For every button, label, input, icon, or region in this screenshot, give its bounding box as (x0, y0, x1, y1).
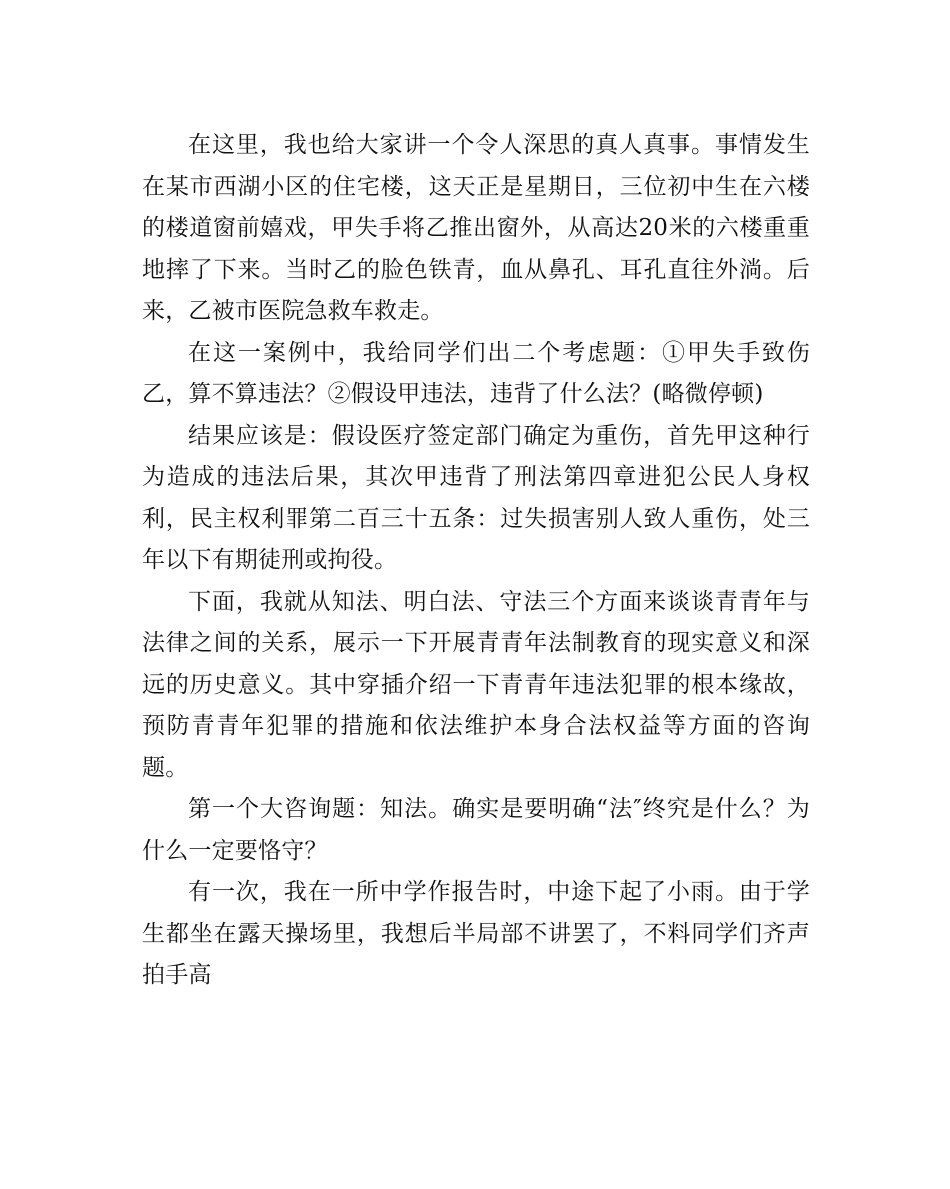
paragraph-1: 在这里，我也给大家讲一个令人深思的真人真事。事情发生在某市西湖小区的住宅楼，这天正是星期日，三位初中生在六楼的楼道窗前嬉戏，甲失手将乙推出窗外，从高达20米的六楼重重地摔了下来。当时乙的脸色铁青，血从鼻孔、耳孔直往外淌。后来，乙被市医院急救车救走。 (142, 132, 810, 324)
paragraph-2: 在这一案例中，我给同学们出二个考虑题：①甲失手致伤乙，算不算违法？②假设甲违法，违背了什么法？(略微停顿) (142, 339, 810, 407)
paragraph-3: 结果应该是：假设医疗签定部门确定为重伤，首先甲这种行为造成的违法后果，其次甲违背了刑法第四章进犯公民人身权利，民主权利罪第二百三十五条：过失损害别人致人重伤，处三年以下有期徒刑或拘役。 (142, 422, 810, 573)
paragraph-6: 有一次，我在一所中学作报告时，中途下起了小雨。由于学生都坐在露天操场里，我想后半局部不讲罢了，不料同学们齐声拍手高 (142, 879, 810, 988)
document-body (142, 125, 810, 997)
paragraph-4: 下面，我就从知法、明白法、守法三个方面来谈谈青青年与法律之间的关系，展示一下开展青青年法制教育的现实意义和深远的历史意义。其中穿插介绍一下青青年违法犯罪的根本缘故，预防青青年犯罪的措施和依法维护本身合法权益等方面的咨询题。 (142, 588, 810, 781)
paragraph-5: 第一个大咨询题：知法。确实是要明确“法″终究是什么？为什么一定要恪守？ (142, 796, 810, 864)
